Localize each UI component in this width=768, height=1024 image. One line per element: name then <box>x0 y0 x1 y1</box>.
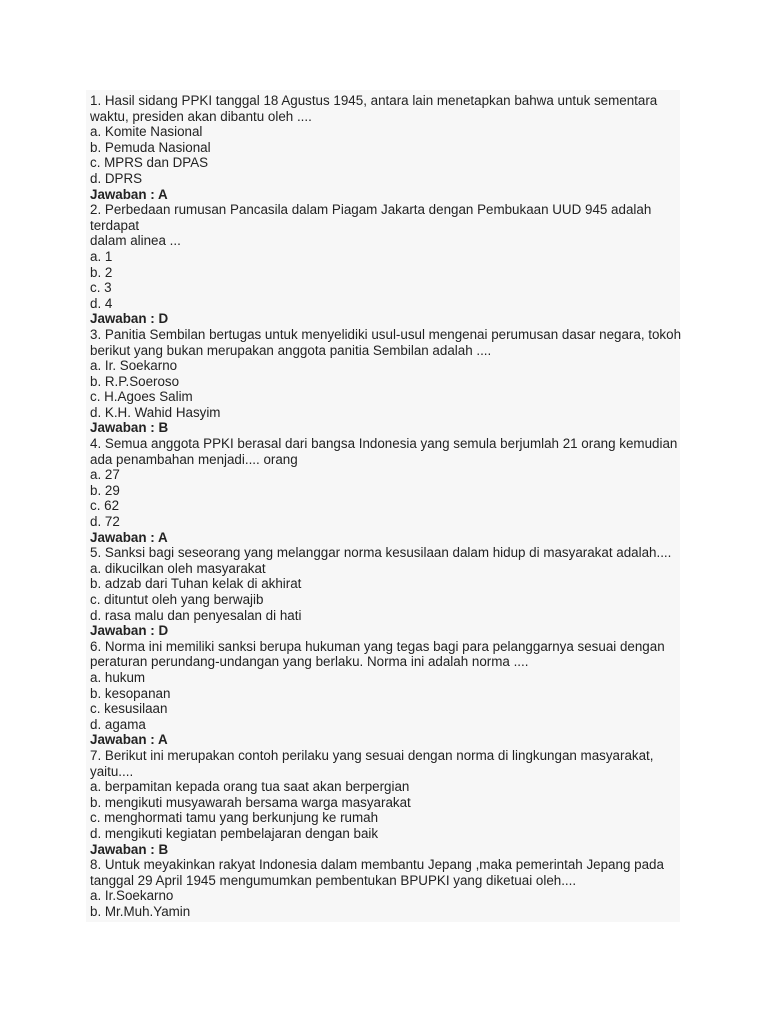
answer-option: a. 1 <box>90 248 113 264</box>
answer-option: c. dituntut oleh yang berwajib <box>90 592 264 607</box>
question-text: berikut yang bukan merupakan anggota panitia Sembilan adalah .... <box>90 342 492 358</box>
answer-key: Jawaban : B <box>90 420 169 436</box>
answer-option: c. 62 <box>90 498 120 514</box>
answer-option: d. DPRS <box>90 170 143 186</box>
answer-option: a. 27 <box>90 467 120 483</box>
answer-option: a. Ir. Soekarno <box>90 358 178 374</box>
question-list <box>90 93 680 919</box>
question-text: 4. Semua anggota PPKI berasal dari bangsa Indonesia yang semula berjumlah 21 orang kemudian <box>90 436 678 452</box>
question-text: waktu, presiden akan dibantu oleh .... <box>90 108 312 124</box>
answer-option: b. Pemuda Nasional <box>90 139 211 155</box>
question-text: 2. Perbedaan rumusan Pancasila dalam Piagam Jakarta dengan Pembukaan UUD 945 adalah <box>90 202 652 218</box>
answer-option: c. H.Agoes Salim <box>90 389 193 405</box>
answer-key: Jawaban : A <box>90 529 168 545</box>
answer-option: b. R.P.Soeroso <box>90 373 180 389</box>
answer-option: b. Mr.Muh.Yamin <box>90 903 191 919</box>
answer-option: b. 2 <box>90 264 113 280</box>
answer-key: Jawaban : D <box>90 623 169 639</box>
answer-option: b. kesopanan <box>90 685 171 701</box>
answer-option: b. 29 <box>90 482 120 498</box>
question-text: ada penambahan menjadi.... orang <box>90 451 298 467</box>
question-text: 5. Sanksi bagi seseorang yang melanggar norma kesusilaan dalam hidup di masyarakat adalah.... <box>90 545 672 561</box>
answer-option: a. Komite Nasional <box>90 124 203 140</box>
answer-option: d. 72 <box>90 514 120 530</box>
answer-option: a. dikucilkan oleh masyarakat <box>90 560 266 576</box>
answer-option: d. agama <box>90 716 146 732</box>
question-text: 6. Norma ini memiliki sanksi berupa hukuman yang tegas bagi para pelanggarnya sesuai dengan <box>90 638 665 654</box>
answer-option: c. MPRS dan DPAS <box>90 155 209 171</box>
question-text: 1. Hasil sidang PPKI tanggal 18 Agustus 1945, antara lain menetapkan bahwa untuk sementara <box>90 93 658 108</box>
answer-option: c. 3 <box>90 280 112 296</box>
question-text: terdapat <box>90 217 140 233</box>
question-text: tanggal 29 April 1945 mengumumkan pembentukan BPUPKI yang diketuai oleh.... <box>90 872 577 888</box>
answer-key: Jawaban : D <box>90 311 169 327</box>
answer-option: d. rasa malu dan penyesalan di hati <box>90 607 302 623</box>
answer-option: b. adzab dari Tuhan kelak di akhirat <box>90 576 302 592</box>
question-text: yaitu.... <box>90 763 134 779</box>
answer-option: b. mengikuti musyawarah bersama warga masyarakat <box>90 794 411 810</box>
question-text: 8. Untuk meyakinkan rakyat Indonesia dalam membantu Jepang ,maka pemerintah Jepang pada <box>90 857 664 873</box>
answer-key: Jawaban : A <box>90 186 168 202</box>
question-text: 3. Panitia Sembilan bertugas untuk menyelidiki usul-usul mengenai perumusan dasar negara, tokoh <box>90 326 682 342</box>
answer-option: a. berpamitan kepada orang tua saat akan berpergian <box>90 779 410 795</box>
answer-option: a. Ir.Soekarno <box>90 888 174 904</box>
answer-option: d. K.H. Wahid Hasyim <box>90 404 221 420</box>
answer-option: d. mengikuti kegiatan pembelajaran dengan baik <box>90 825 379 841</box>
question-text: dalam alinea ... <box>90 233 181 249</box>
question-text: 7. Berikut ini merupakan contoh perilaku yang sesuai dengan norma di lingkungan masyarakat, <box>90 747 654 763</box>
answer-option: c. menghormati tamu yang berkunjung ke rumah <box>90 810 379 826</box>
answer-option: a. hukum <box>90 669 146 685</box>
answer-option: c. kesusilaan <box>90 701 168 717</box>
answer-key: Jawaban : B <box>90 841 169 857</box>
answer-option: d. 4 <box>90 295 113 311</box>
question-text: peraturan perundang-undangan yang berlaku. Norma ini adalah norma .... <box>90 654 529 670</box>
answer-key: Jawaban : A <box>90 732 168 748</box>
